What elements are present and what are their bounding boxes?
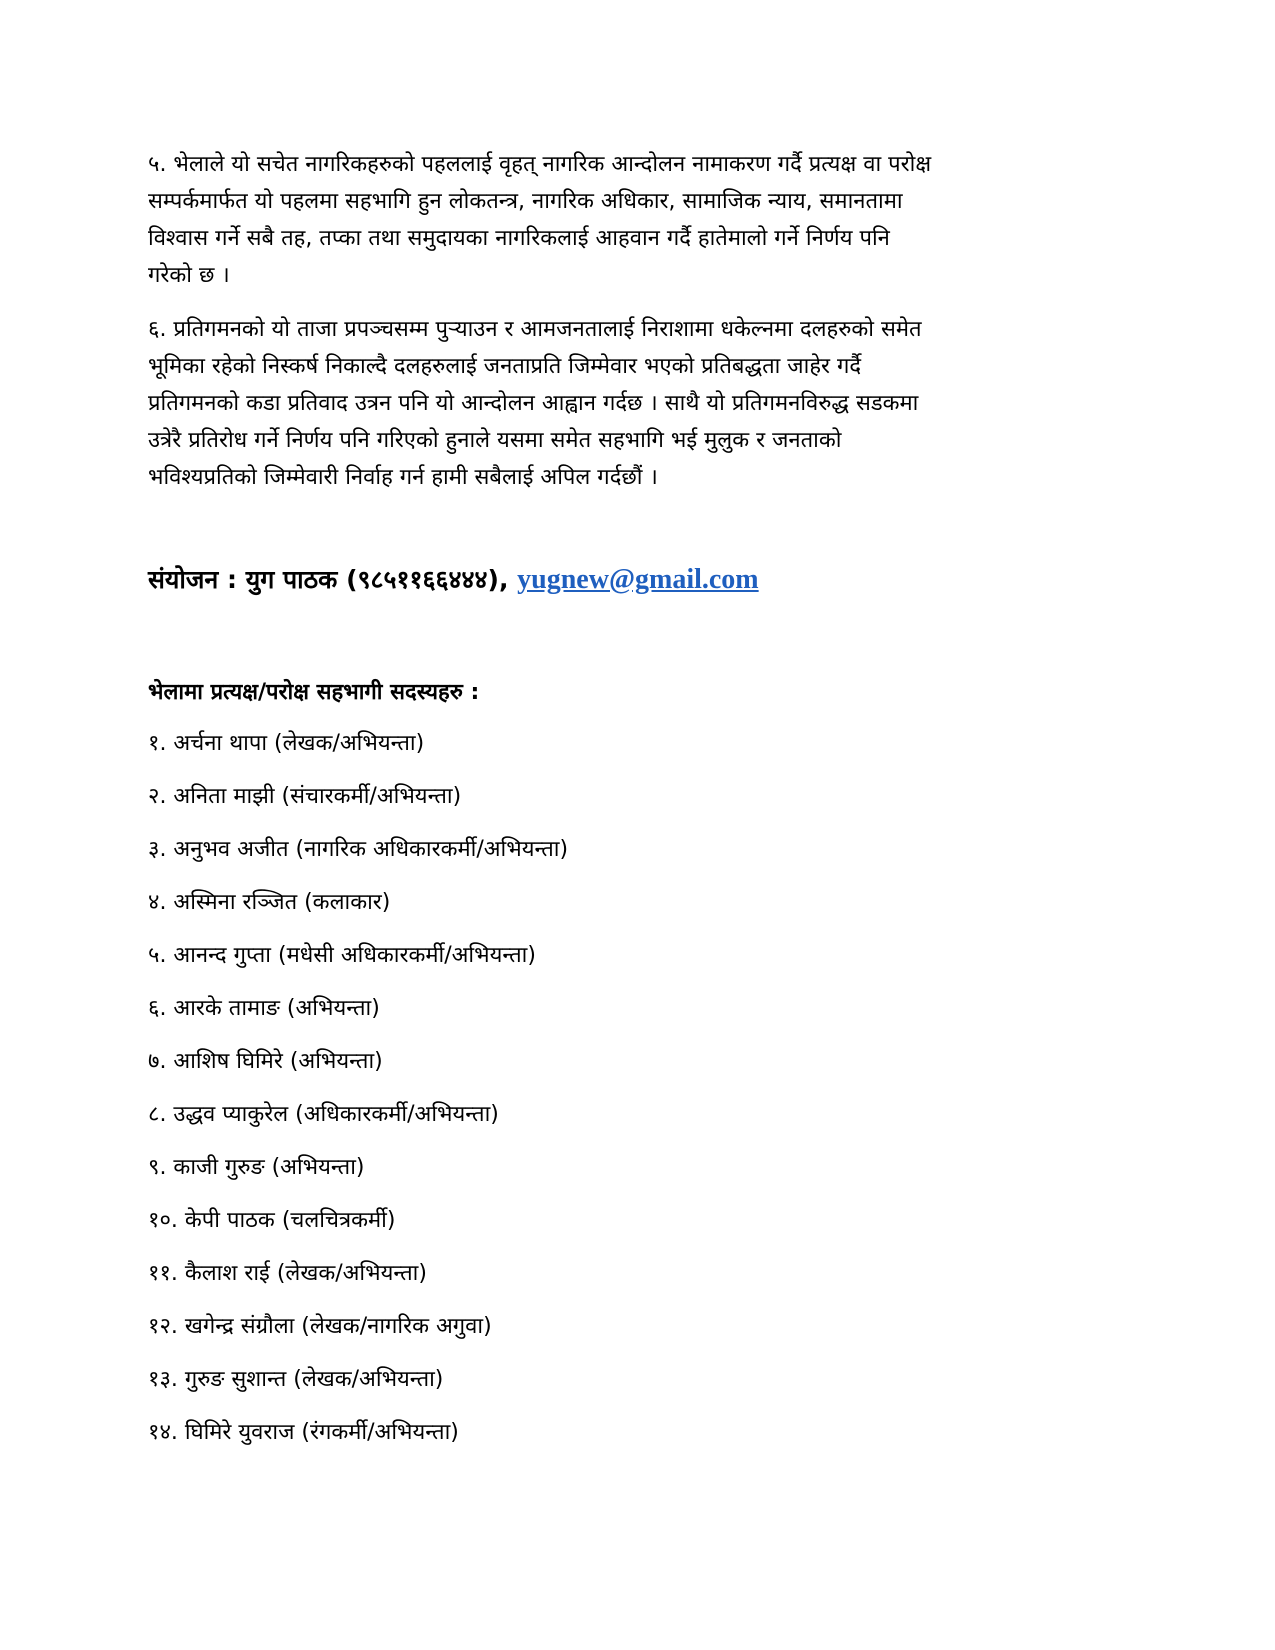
member-item: ६. आरके तामाङ (अभियन्ता) <box>148 996 380 1021</box>
members-heading: भेलामा प्रत्यक्ष/परोक्ष सहभागी सदस्यहरु : <box>148 680 480 705</box>
coordinator-email-link[interactable]: yugnew@gmail.com <box>517 564 759 595</box>
coordinator-line <box>148 562 759 598</box>
member-list <box>148 727 568 1469</box>
member-item: ७. आशिष घिमिरे (अभियन्ता) <box>148 1049 383 1074</box>
member-item: ५. आनन्द गुप्ता (मधेसी अधिकारकर्मी/अभियन्ता) <box>148 943 536 968</box>
member-item: १४. घिमिरे युवराज (रंगकर्मी/अभियन्ता) <box>148 1420 459 1445</box>
member-item: ९. काजी गुरुङ (अभियन्ता) <box>148 1155 365 1180</box>
member-item: १३. गुरुङ सुशान्त (लेखक/अभियन्ता) <box>148 1367 444 1392</box>
member-item: १. अर्चना थापा (लेखक/अभियन्ता) <box>148 731 425 756</box>
member-item: ८. उद्धव प्याकुरेल (अधिकारकर्मी/अभियन्ता) <box>148 1102 499 1127</box>
member-item: ३. अनुभव अजीत (नागरिक अधिकारकर्मी/अभियन्ता) <box>148 837 569 862</box>
paragraph-6: ६. प्रतिगमनको यो ताजा प्रपञ्चसम्म पुऱ्याउन र आमजनतालाई निराशामा धकेल्नमा दलहरुको समेत भूमिका रहेको निस्कर्ष निकाल्दै दलहरुलाई जनताप्रति जिम्मेवार भएको प्रतिबद्धता जाहेर गर्दै प्रतिगमनको कडा प्रतिवाद उत्रन पनि यो आन्दोलन आह्वान गर्दछ । साथै यो प्रतिगमनविरुद्ध सडकमा उत्रेरै प्रतिरोध गर्ने निर्णय पनि गरिएको हुनाले यसमा समेत सहभागि भई मुलुक र जनताको भविश्यप्रतिको जिम्मेवारी निर्वाह गर्न हामी सबैलाई अपिल गर्दछौं । <box>148 317 922 490</box>
coordinator-label: संयोजन : युग पाठक (९८५११६६४४४), <box>148 565 509 594</box>
paragraph-5: ५. भेलाले यो सचेत नागरिकहरुको पहललाई वृहत् नागरिक आन्दोलन नामाकरण गर्दै प्रत्यक्ष वा परोक्ष सम्पर्कमार्फत यो पहलमा सहभागि हुन लोकतन्त्र, नागरिक अधिकार, सामाजिक न्याय, समानतामा विश्वास गर्ने सबै तह, तप्का तथा समुदायका नागरिकलाई आहवान गर्दै हातेमालो गर्ने निर्णय पनि गरेको छ । <box>148 152 932 288</box>
member-item: १२. खगेन्द्र संग्रौला (लेखक/नागरिक अगुवा) <box>148 1314 492 1339</box>
member-item: १०. केपी पाठक (चलचित्रकर्मी) <box>148 1208 396 1233</box>
member-item: २. अनिता माझी (संचारकर्मी/अभियन्ता) <box>148 784 462 809</box>
member-item: ४. अस्मिना रञ्जित (कलाकार) <box>148 890 391 915</box>
member-item: ११. कैलाश राई (लेखक/अभियन्ता) <box>148 1261 427 1286</box>
